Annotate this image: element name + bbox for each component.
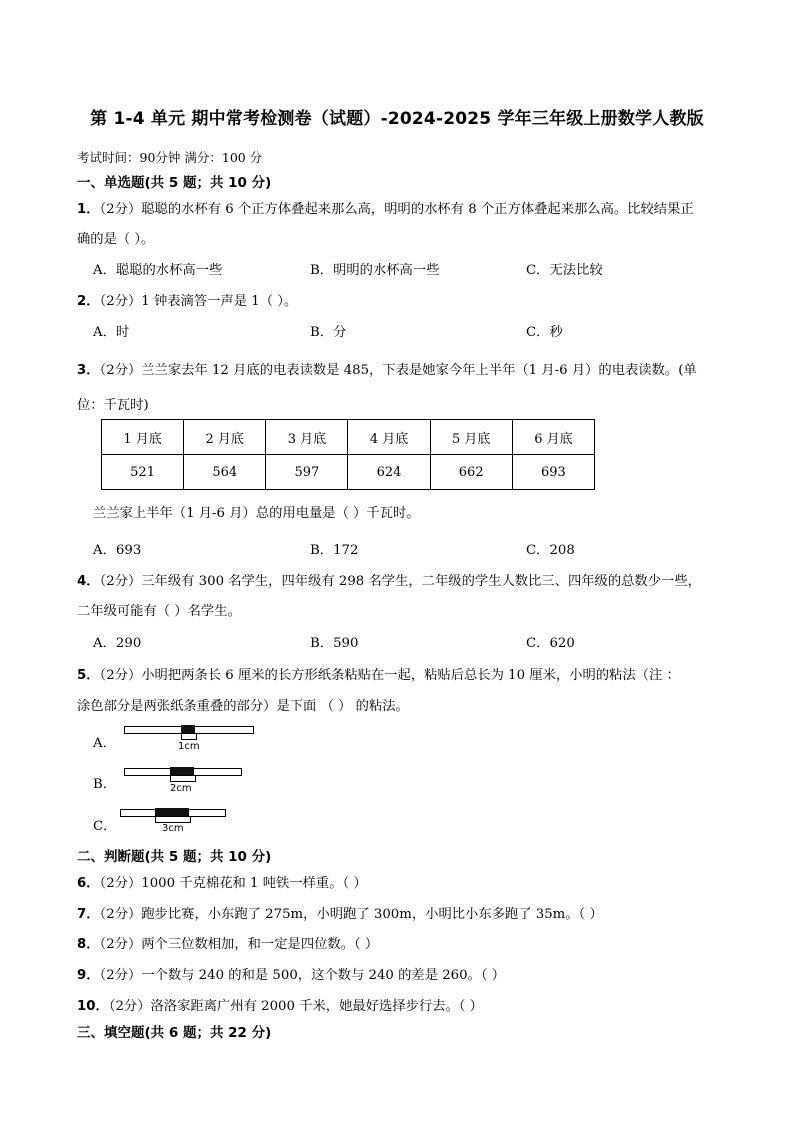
overlap-brace bbox=[170, 776, 196, 782]
table-header-cell: 2 月底 bbox=[184, 420, 266, 455]
question-7 bbox=[77, 903, 603, 922]
question-3-text: （2分）兰兰家去年 12 月底的电表读数是 485，下表是她家今年上半年（1 月-6 月）的电表读数。(单 bbox=[99, 363, 697, 378]
table-header-cell: 1 月底 bbox=[102, 420, 184, 455]
question-2-number: 2． bbox=[77, 294, 100, 309]
question-2 bbox=[77, 290, 297, 309]
section-2-heading: 二、判断题(共 5 题；共 10 分) bbox=[77, 849, 272, 865]
table-cell: 564 bbox=[184, 455, 266, 490]
question-7-number: 7． bbox=[77, 907, 100, 922]
question-2-text: （2分）1 钟表滴答一声是 1（ ）。 bbox=[99, 294, 298, 309]
question-8-text: （2分）两个三位数相加，和一定是四位数。（ ） bbox=[99, 937, 379, 952]
question-9-number: 9． bbox=[77, 968, 100, 983]
question-6 bbox=[77, 872, 367, 891]
question-3-line1 bbox=[77, 359, 697, 378]
overlap-shade bbox=[181, 725, 195, 733]
question-1-number: 1． bbox=[77, 202, 100, 217]
overlap-label: 2cm bbox=[170, 783, 192, 794]
question-6-text: （2分）1000 千克棉花和 1 吨铁一样重。（ ） bbox=[99, 876, 367, 891]
question-1-text: （2分）聪聪的水杯有 6 个正方体叠起来那么高，明明的水杯有 8 个正方体叠起来那么高。比较结果正 bbox=[99, 202, 694, 217]
question-4-option-b[interactable]: B．590 bbox=[310, 636, 359, 651]
question-4-line2: 二年级可能有（ ）名学生。 bbox=[77, 604, 241, 619]
question-4-line1 bbox=[77, 570, 701, 589]
question-3-prompt: 兰兰家上半年（1 月-6 月）总的用电量是（ ）千瓦时。 bbox=[93, 506, 420, 521]
question-5-line2: 涂色部分是两张纸条重叠的部分）是下面 （ ） 的粘法。 bbox=[77, 699, 409, 714]
exam-info: 考试时间：90分钟 满分：100 分 bbox=[77, 150, 263, 165]
page-title: 第 1-4 单元 期中常考检测卷（试题）-2024-2025 学年三年级上册数学人教版 bbox=[90, 109, 704, 129]
question-4-text: （2分）三年级有 300 名学生，四年级有 298 名学生，二年级的学生人数比三、四年级的总数少一些， bbox=[99, 574, 701, 589]
table-header-cell: 3 月底 bbox=[266, 420, 348, 455]
question-1-line2: 确的是（ ）。 bbox=[77, 232, 155, 247]
overlap-label: 3cm bbox=[162, 823, 184, 834]
table-header-cell: 5 月底 bbox=[430, 420, 512, 455]
question-1-line1 bbox=[77, 198, 694, 217]
question-1-option-b[interactable]: B．明明的水杯高一些 bbox=[310, 263, 440, 278]
question-3-option-a[interactable]: A．693 bbox=[93, 543, 142, 558]
question-5-line1 bbox=[77, 664, 680, 683]
table-cell: 624 bbox=[348, 455, 430, 490]
table-header-row bbox=[102, 420, 595, 455]
question-1-option-c[interactable]: C．无法比较 bbox=[526, 263, 603, 278]
question-5-option-c[interactable]: C． bbox=[93, 819, 117, 834]
meter-reading-table bbox=[101, 419, 595, 490]
overlap-shade bbox=[170, 767, 194, 775]
question-10-text: （2分）洛洛家距离广州有 2000 千米，她最好选择步行去。（ ） bbox=[108, 999, 483, 1014]
question-7-text: （2分）跑步比赛，小东跑了 275m，小明跑了 300m，小明比小东多跑了 35m。（ ） bbox=[99, 907, 603, 922]
question-4-number: 4． bbox=[77, 574, 100, 589]
question-2-option-b[interactable]: B．分 bbox=[310, 325, 347, 340]
question-5-text: （2分）小明把两条长 6 厘米的长方形纸条粘贴在一起，粘贴后总长为 10 厘米，小明的粘法（注 ： bbox=[99, 668, 680, 683]
question-5-option-b[interactable]: B． bbox=[93, 777, 117, 792]
question-2-option-c[interactable]: C．秒 bbox=[526, 325, 563, 340]
table-cell: 662 bbox=[430, 455, 512, 490]
question-3-option-c[interactable]: C．208 bbox=[526, 543, 575, 558]
question-8 bbox=[77, 933, 378, 952]
overlap-brace bbox=[181, 734, 197, 740]
table-header-cell: 4 月底 bbox=[348, 420, 430, 455]
question-2-option-a[interactable]: A．时 bbox=[93, 325, 130, 340]
question-3-option-b[interactable]: B．172 bbox=[310, 543, 359, 558]
table-cell: 693 bbox=[512, 455, 594, 490]
overlap-shade bbox=[155, 808, 189, 816]
section-1-heading: 一、单选题(共 5 题；共 10 分) bbox=[77, 175, 272, 191]
table-cell: 521 bbox=[102, 455, 184, 490]
question-8-number: 8． bbox=[77, 937, 100, 952]
table-header-cell: 6 月底 bbox=[512, 420, 594, 455]
question-5-number: 5． bbox=[77, 668, 100, 683]
question-6-number: 6． bbox=[77, 876, 100, 891]
question-4-option-c[interactable]: C．620 bbox=[526, 636, 575, 651]
question-9-text: （2分）一个数与 240 的和是 500，这个数与 240 的差是 260。（ ） bbox=[99, 968, 506, 983]
section-3-heading: 三、填空题(共 6 题；共 22 分) bbox=[77, 1025, 272, 1041]
question-3-number: 3． bbox=[77, 363, 100, 378]
table-cell: 597 bbox=[266, 455, 348, 490]
question-10-number: 10． bbox=[77, 999, 109, 1014]
table-row bbox=[102, 455, 595, 490]
question-10 bbox=[77, 995, 483, 1014]
question-1-option-a[interactable]: A．聪聪的水杯高一些 bbox=[93, 263, 223, 278]
question-4-option-a[interactable]: A．290 bbox=[93, 636, 142, 651]
overlap-label: 1cm bbox=[178, 741, 200, 752]
question-3-line2: 位：千瓦时) bbox=[77, 398, 149, 413]
question-5-option-a[interactable]: A． bbox=[93, 736, 116, 751]
question-9 bbox=[77, 964, 505, 983]
